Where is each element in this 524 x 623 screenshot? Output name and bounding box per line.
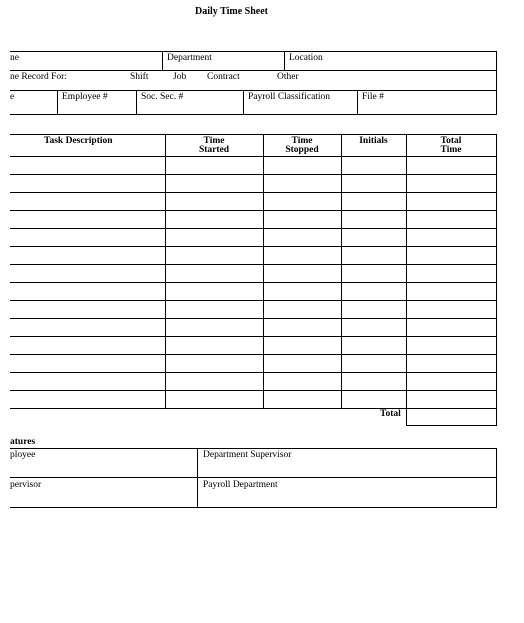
date-field-label: e — [10, 92, 15, 102]
payroll-department-signature-field[interactable]: Payroll Department — [203, 480, 278, 490]
table-row[interactable] — [10, 372, 497, 373]
record-for-label: ne Record For: — [10, 72, 67, 82]
col-initials: Initials — [359, 136, 388, 146]
payroll-classification-label: Payroll Classification — [248, 92, 331, 102]
table-row[interactable] — [10, 192, 497, 193]
signatures-heading: atures — [10, 437, 36, 447]
page-title: Daily Time Sheet — [195, 6, 268, 17]
table-row[interactable] — [10, 390, 497, 391]
option-shift: Shift — [130, 72, 149, 82]
total-label: Total — [380, 409, 401, 419]
employee-number-label: Employee # — [62, 92, 108, 102]
option-other: Other — [277, 72, 299, 82]
employee-signature-field[interactable]: ployee — [10, 450, 36, 460]
table-row[interactable] — [10, 228, 497, 229]
department-field-label: Department — [167, 53, 212, 63]
table-row[interactable] — [10, 318, 497, 319]
col-time-started: Time Started — [198, 136, 230, 155]
table-row[interactable] — [10, 210, 497, 211]
col-total-time: Total Time — [440, 136, 462, 155]
option-contract: Contract — [207, 72, 240, 82]
name-field-label: ne — [10, 53, 19, 63]
file-number-label: File # — [362, 92, 384, 102]
table-row[interactable] — [10, 354, 497, 355]
table-row[interactable] — [10, 300, 497, 301]
total-time-cell[interactable] — [407, 409, 496, 425]
department-supervisor-signature-field[interactable]: Department Supervisor — [203, 450, 292, 460]
table-row[interactable] — [10, 336, 497, 337]
location-field-label: Location — [289, 53, 323, 63]
soc-sec-label: Soc. Sec. # — [141, 92, 184, 102]
table-row[interactable] — [10, 174, 497, 175]
supervisor-signature-field[interactable]: pervisor — [10, 480, 42, 490]
col-task-description: Task Description — [44, 136, 113, 146]
option-job: Job — [173, 72, 187, 82]
table-row[interactable] — [10, 246, 497, 247]
table-row[interactable] — [10, 264, 497, 265]
col-time-stopped: Time Stopped — [285, 136, 319, 155]
table-row[interactable] — [10, 282, 497, 283]
